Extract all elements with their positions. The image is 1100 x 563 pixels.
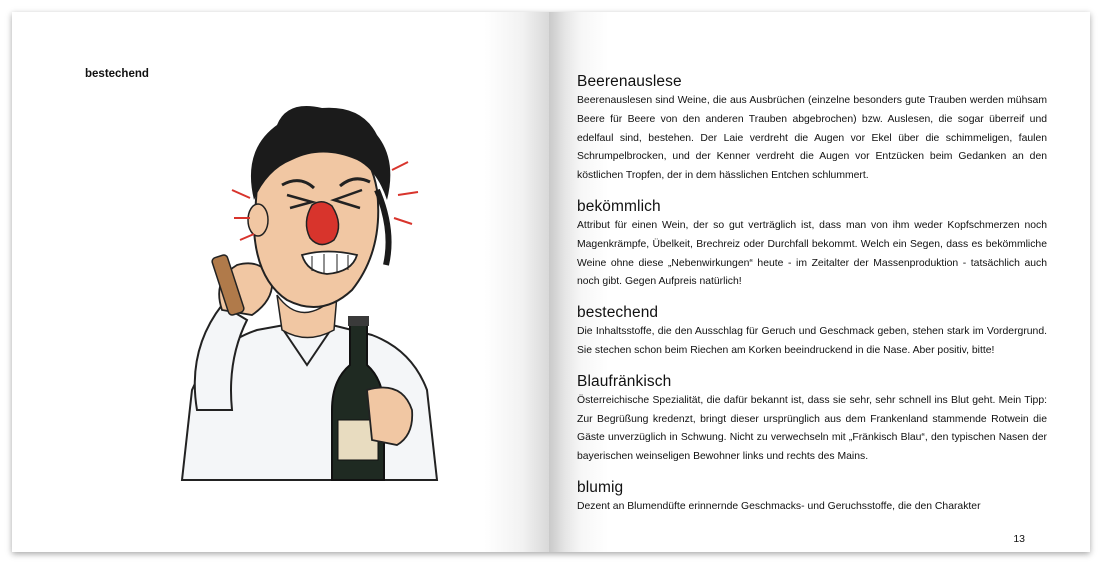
left-page-heading: bestechend: [85, 68, 149, 80]
open-book-spread: [12, 12, 1090, 552]
glossary-entry: [577, 198, 1047, 292]
glossary-entry: [577, 373, 1047, 467]
entry-term: bekömmlich: [577, 197, 661, 215]
glossary-entry: [577, 479, 1047, 517]
cartoon-man-smelling-cork-illustration: [162, 90, 452, 490]
entry-term: bestechend: [577, 304, 659, 322]
entry-text: Attribut für einen Wein, der so gut verträglich ist, dass man von ihm weder Kopfschmerzen noch Magenkrämpfe, Übelkeit, Brechreiz oder Durchfall bekommt. Welch ein Segen, dass es bekömmliche Weine ohne diese „Nebenwirkungen“ heute - im Zeitalter der Massenproduktion - tatsächlich auch noch gibt. Gegen Aufpreis natürlich!: [577, 219, 1047, 288]
entry-text: Die Inhaltsstoffe, die den Ausschlag für Geruch und Geschmack geben, stehen stark im Vordergrund. Sie stechen schon beim Riechen am Korken beeindruckend in die Nase. Aber positiv, bitte!: [577, 326, 1047, 356]
left-page: [12, 12, 549, 552]
glossary-entry: [577, 73, 1047, 186]
entry-text: Beerenauslesen sind Weine, die aus Ausbrüchen (einzelne besonders gute Trauben werden mühsam Beere für Beere von den anderen Trauben abgebrochen) bzw. Auslesen, die sogar überreif und edelfaul sind, bestehen. Der Laie verdreht die Augen vor Ekel über die schimmeligen, faulen Schrumpelbrocken, und der Kenner verdreht die Augen vor Entzücken beim Gedanken an den köstlichen Tropfen, der in dem hässlichen Entchen schlummert.: [577, 95, 1047, 182]
entry-term: Beerenauslese: [577, 73, 682, 90]
entry-text: Dezent an Blumendüfte erinnernde Geschmacks- und Geruchsstoffe, die den Charakter: [577, 500, 981, 512]
page-number: 13: [1013, 533, 1025, 545]
entry-term: Blaufränkisch: [577, 372, 672, 390]
glossary-entry: [577, 304, 1047, 361]
entry-term: blumig: [577, 478, 624, 496]
entry-text: Österreichische Spezialität, die dafür bekannt ist, dass sie sehr, sehr schnell ins Blut geht. Mein Tipp: Zur Begrüßung kredenzt, bringt dieser ursprünglich aus dem Frankenland stammende Rotwein die Gäste unverzüglich in Schwung. Nicht zu verwechseln mit „Fränkisch Blau“, den typischen Nasen der bayerischen weinseligen Bewohner links und rechts des Mains.: [577, 394, 1047, 463]
red-nose-shape: [306, 202, 338, 245]
glossary-entries: [577, 73, 1047, 529]
